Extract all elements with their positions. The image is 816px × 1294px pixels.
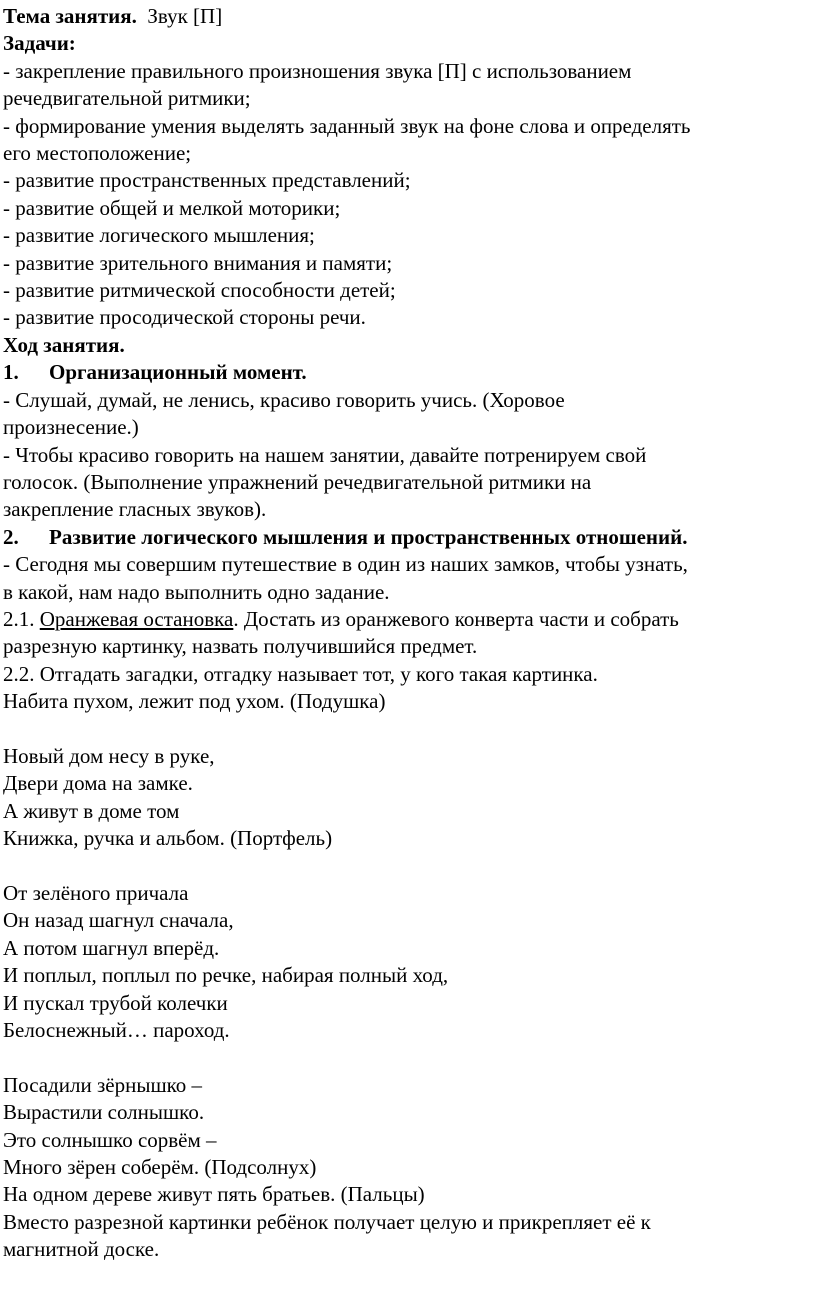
task-line: его местоположение; xyxy=(3,141,192,166)
lesson-heading: Ход занятия. xyxy=(3,332,125,357)
item-2-1-rest: . Достать из оранжевого конверта части и собрать xyxy=(233,606,679,631)
riddle-4-line: Посадили зёрнышко – xyxy=(3,1072,202,1097)
riddle-4-line: Много зёрен соберём. (Подсолнух) xyxy=(3,1155,317,1180)
task-line: - развитие просодической стороны речи. xyxy=(3,305,366,330)
task-line: - формирование умения выделять заданный звук на фоне слова и определять xyxy=(3,113,691,138)
blank-line xyxy=(3,716,811,743)
tasks-heading: Задачи: xyxy=(3,31,76,56)
section-1-line: закрепление гласных звуков). xyxy=(3,497,267,522)
task-line: - развитие ритмической способности детей; xyxy=(3,278,396,303)
section-2-title: Развитие логического мышления и пространственных отношений. xyxy=(49,524,688,549)
section-2-number: 2. xyxy=(3,524,19,549)
task-line: речедвигательной ритмики; xyxy=(3,86,251,111)
blank-line xyxy=(3,853,811,880)
section-1-heading xyxy=(3,359,811,386)
riddle-3-line: Белоснежный… пароход. xyxy=(3,1018,230,1042)
topic-label: Тема занятия. xyxy=(3,4,137,28)
section-1-line: - Чтобы красиво говорить на нашем занятии, давайте потренируем свой xyxy=(3,442,647,467)
riddle-3-line: Он назад шагнул сначала, xyxy=(3,908,234,933)
task-line: - развитие логического мышления; xyxy=(3,223,315,248)
item-2-2: 2.2. Отгадать загадки, отгадку называет тот, у кого такая картинка. xyxy=(3,661,598,686)
item-2-1-underlined: Оранжевая остановка xyxy=(39,606,234,631)
riddle-4-line: Это солнышко сорвём – xyxy=(3,1127,217,1152)
task-line: - развитие зрительного внимания и памяти; xyxy=(3,250,393,275)
task-line: - развитие общей и мелкой моторики; xyxy=(3,195,341,220)
section-1-line: голосок. (Выполнение упражнений речедвигательной ритмики на xyxy=(3,469,592,494)
riddle-3-line: И поплыл, поплыл по речке, набирая полный ход, xyxy=(3,963,449,988)
item-2-1-continuation: разрезную картинку, назвать получившийся предмет. xyxy=(3,634,478,659)
section-2-heading xyxy=(3,524,811,551)
task-line: - развитие пространственных представлений; xyxy=(3,168,411,193)
riddle-2-line: А живут в доме том xyxy=(3,798,180,823)
riddle-2-line: Новый дом несу в руке, xyxy=(3,743,215,768)
riddle-4-line: На одном дереве живут пять братьев. (Пальцы) xyxy=(3,1182,425,1207)
section-2-line: - Сегодня мы совершим путешествие в один из наших замков, чтобы узнать, xyxy=(3,552,688,577)
riddle-2-line: Книжка, ручка и альбом. (Портфель) xyxy=(3,826,333,851)
section-1-title: Организационный момент. xyxy=(49,360,307,385)
riddle-3-line: От зелёного причала xyxy=(3,880,189,905)
item-2-1-prefix: 2.1. xyxy=(3,606,40,631)
riddle-4-line: Вырастили солнышко. xyxy=(3,1100,205,1125)
topic-line xyxy=(3,3,811,30)
riddle-4-line: магнитной доске. xyxy=(3,1237,160,1262)
topic-value: Звук [П] xyxy=(147,4,223,28)
section-1-line: - Слушай, думай, не ленись, красиво говорить учись. (Хоровое xyxy=(3,387,565,412)
task-line: - закрепление правильного произношения звука [П] с использованием xyxy=(3,58,632,83)
riddle-2-line: Двери дома на замке. xyxy=(3,771,193,796)
riddle-1: Набита пухом, лежит под ухом. (Подушка) xyxy=(3,689,386,714)
blank-line xyxy=(3,1044,811,1071)
riddle-4-line: Вместо разрезной картинки ребёнок получает целую и прикрепляет её к xyxy=(3,1209,651,1234)
item-2-1 xyxy=(3,606,811,633)
riddle-3-line: И пускал трубой колечки xyxy=(3,990,228,1015)
section-1-line: произнесение.) xyxy=(3,415,139,440)
document-page xyxy=(3,3,811,1264)
riddle-3-line: А потом шагнул вперёд. xyxy=(3,935,220,960)
section-1-number: 1. xyxy=(3,360,19,385)
section-2-line: в какой, нам надо выполнить одно задание. xyxy=(3,579,390,604)
